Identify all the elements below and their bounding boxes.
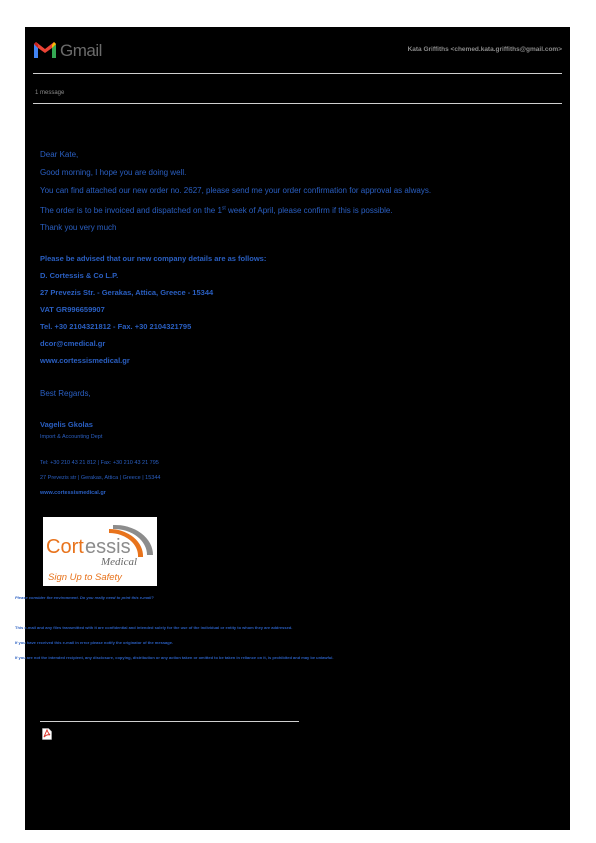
- disclaimer-line-2: If you have received this e-mail in error please notify the originator of the message.: [15, 640, 174, 645]
- body-line-3-sup: st: [221, 205, 226, 212]
- logo-sub: Medical: [101, 556, 138, 568]
- body-line-3: [40, 205, 565, 216]
- body-line-3-post: week of April, please confirm if this is possible.: [225, 206, 393, 215]
- body-line-1: Good morning, I hope you are doing well.: [40, 168, 187, 177]
- body-line-2: You can find attached our new order no. 2627, please send me your order confirmation for approval as always.: [40, 186, 432, 195]
- cortessis-medical-logo: [43, 517, 157, 586]
- logo-name-part2: essis: [85, 536, 131, 558]
- logo-name-part1: Cort: [46, 536, 84, 558]
- cortessis-logo-graphic: [43, 517, 157, 586]
- company-name: D. Cortessis & Co L.P.: [40, 271, 119, 280]
- gmail-wordmark: Gmail: [60, 41, 102, 60]
- body-line-4: Thank you very much: [40, 223, 117, 232]
- message-divider: [33, 103, 562, 104]
- closing: Best Regards,: [40, 389, 91, 398]
- disclaimer-block: [15, 595, 540, 661]
- company-phone: Tel. +30 2104321812 - Fax. +30 2104321795: [40, 322, 192, 331]
- logo-tagline: Sign Up to Safety: [48, 572, 122, 583]
- email-page: [25, 27, 570, 830]
- pdf-attachment-icon[interactable]: [42, 728, 52, 740]
- signature-dept: Import & Accounting Dept: [40, 434, 103, 440]
- company-web-link[interactable]: www.cortessismedical.gr: [40, 356, 130, 365]
- email-body: [40, 149, 565, 497]
- company-vat: VAT GR996659907: [40, 305, 105, 314]
- signature-address: 27 Prevezis str | Gerakas, Attica | Greece | 15344: [40, 475, 161, 481]
- sender-address: Kata Griffiths <chemed.kata.griffiths@gmail.com>: [407, 46, 562, 53]
- attachment-divider: [40, 721, 299, 722]
- greeting: Dear Kate,: [40, 150, 79, 159]
- signature-name: Vagelis Gkolas: [40, 420, 93, 429]
- signature-web-link[interactable]: www.cortessismedical.gr: [40, 490, 106, 496]
- disclaimer-line-1: This e-mail and any files transmitted with it are confidential and intended solely for the use of the individual or entity to whom they are addressed.: [15, 625, 293, 630]
- message-count: 1 message: [35, 90, 65, 96]
- signature-phone: Tel: +30 210 43 21 812 | Fax: +30 210 43 21 795: [40, 460, 159, 466]
- body-line-3-pre: The order is to be invoiced and dispatched on the 1: [40, 206, 222, 215]
- gmail-m-icon: [33, 41, 57, 59]
- disclaimer-line-3: If you are not the intended recipient, any disclosure, copying, distribution or any action taken or omitted to be taken in reliance on it, is prohibited and may be unlawful.: [15, 655, 334, 660]
- company-address: 27 Prevezis Str. - Gerakas, Attica, Greece - 15344: [40, 288, 214, 297]
- company-email-link[interactable]: dcor@cmedical.gr: [40, 339, 106, 348]
- header-divider: [33, 73, 562, 74]
- environment-note: Please consider the environment. Do you really need to print this e-mail?: [15, 595, 154, 600]
- company-intro: Please be advised that our new company details are as follows:: [40, 254, 267, 263]
